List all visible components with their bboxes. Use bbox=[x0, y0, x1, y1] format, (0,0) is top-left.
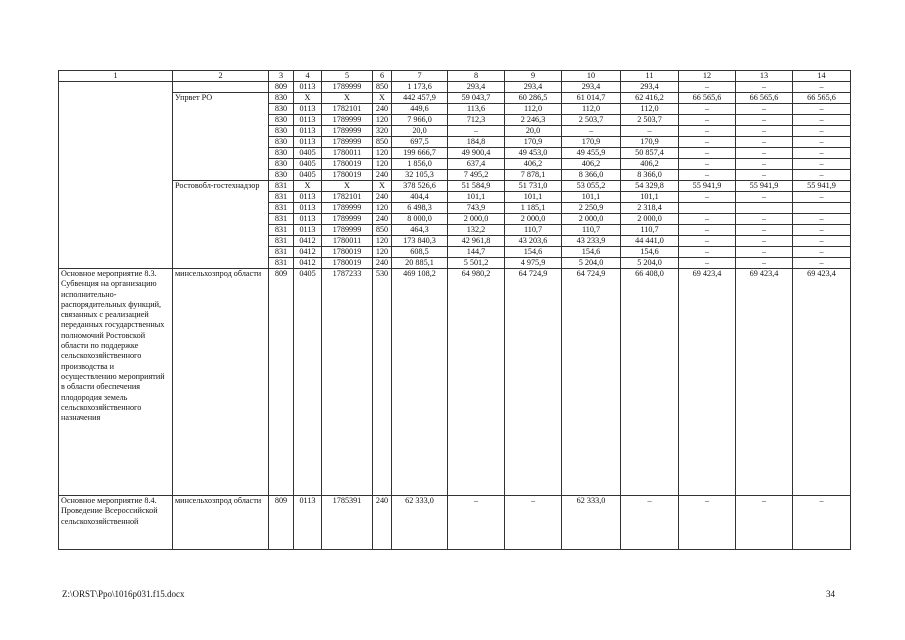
table-cell: 112,0 bbox=[505, 104, 562, 115]
table-cell: – bbox=[736, 137, 793, 148]
table-cell: 1787233 bbox=[322, 269, 373, 496]
table-cell: – bbox=[448, 496, 505, 550]
table-cell: 1789999 bbox=[322, 115, 373, 126]
table-cell: 293,4 bbox=[621, 82, 679, 93]
executor-cell bbox=[173, 82, 269, 93]
table-cell: 240 bbox=[373, 170, 392, 181]
table-cell: 1 173,6 bbox=[392, 82, 448, 93]
table-cell: 697,5 bbox=[392, 137, 448, 148]
table-cell: 7 878,1 bbox=[505, 170, 562, 181]
table-cell: – bbox=[679, 126, 736, 137]
table-cell: 1780019 bbox=[322, 258, 373, 269]
table-cell bbox=[679, 203, 736, 214]
table-cell: – bbox=[736, 225, 793, 236]
table-cell: 62 333,0 bbox=[562, 496, 621, 550]
table-cell: 55 941,9 bbox=[736, 181, 793, 192]
table-cell: 60 286,5 bbox=[505, 93, 562, 104]
table-cell: 61 014,7 bbox=[562, 93, 621, 104]
table-cell: 43 233,9 bbox=[562, 236, 621, 247]
table-cell: – bbox=[793, 126, 851, 137]
table-cell: 831 bbox=[269, 258, 294, 269]
table-cell: 0113 bbox=[294, 225, 322, 236]
table-cell: 2 503,7 bbox=[621, 115, 679, 126]
table-cell: 378 526,6 bbox=[392, 181, 448, 192]
table-cell: – bbox=[793, 82, 851, 93]
table-cell: – bbox=[793, 214, 851, 225]
table-cell: 2 000,0 bbox=[621, 214, 679, 225]
table-cell: 240 bbox=[373, 258, 392, 269]
table-cell: 55 941,9 bbox=[793, 181, 851, 192]
table-cell: 293,4 bbox=[448, 82, 505, 93]
table-cell: 0405 bbox=[294, 170, 322, 181]
table-cell: 809 bbox=[269, 269, 294, 496]
table-cell: – bbox=[793, 137, 851, 148]
column-header: 12 bbox=[679, 71, 736, 82]
table-cell: – bbox=[736, 214, 793, 225]
table-cell: 2 318,4 bbox=[621, 203, 679, 214]
table-cell: 1780011 bbox=[322, 236, 373, 247]
table-cell: 1780011 bbox=[322, 148, 373, 159]
table-cell: – bbox=[679, 148, 736, 159]
table-cell: 113,6 bbox=[448, 104, 505, 115]
table-cell: 831 bbox=[269, 203, 294, 214]
table-row bbox=[59, 93, 851, 104]
table-cell: 404,4 bbox=[392, 192, 448, 203]
table-cell: 0113 bbox=[294, 137, 322, 148]
table-cell: – bbox=[793, 225, 851, 236]
table-cell: 442 457,9 bbox=[392, 93, 448, 104]
table-cell: 1782101 bbox=[322, 104, 373, 115]
table-cell: 0113 bbox=[294, 214, 322, 225]
table-cell: 0412 bbox=[294, 236, 322, 247]
table-cell: – bbox=[793, 170, 851, 181]
table-cell: 530 bbox=[373, 269, 392, 496]
table-cell: – bbox=[736, 115, 793, 126]
table-cell: – bbox=[679, 115, 736, 126]
table-cell: 1789999 bbox=[322, 203, 373, 214]
table-cell: 608,5 bbox=[392, 247, 448, 258]
table-header bbox=[59, 71, 851, 82]
table-cell: – bbox=[679, 247, 736, 258]
column-header: 5 bbox=[322, 71, 373, 82]
table-cell: 51 584,9 bbox=[448, 181, 505, 192]
table-cell: 830 bbox=[269, 115, 294, 126]
table-cell: 55 941,9 bbox=[679, 181, 736, 192]
table-cell: 112,0 bbox=[562, 104, 621, 115]
table-cell: – bbox=[736, 192, 793, 203]
table-cell: 101,1 bbox=[562, 192, 621, 203]
executor-cell: Упрвет РО bbox=[173, 93, 269, 181]
column-header: 13 bbox=[736, 71, 793, 82]
table-cell: – bbox=[679, 82, 736, 93]
table-cell: – bbox=[679, 159, 736, 170]
executor-cell: Ростовобл-гостехнадзор bbox=[173, 181, 269, 269]
table-cell: – bbox=[793, 496, 851, 550]
table-cell: – bbox=[736, 104, 793, 115]
table-cell: 464,3 bbox=[392, 225, 448, 236]
table-cell: 170,9 bbox=[562, 137, 621, 148]
table-cell: – bbox=[793, 236, 851, 247]
executor-cell: минсельхозпрод области bbox=[173, 496, 269, 550]
event-title-cell: Основное мероприятие 8.3. Субвенция на организацию исполнительно-распорядительных функций, связанных с реализацией переданных государственных полномочий Ростовской области по поддержке сельскохозяйственного производства и осуществлению мероприятий в области обеспечения плодородия земель сельскохозяйственного назначения bbox=[59, 269, 173, 496]
table-cell: 830 bbox=[269, 148, 294, 159]
table-cell: – bbox=[793, 159, 851, 170]
table-cell: 831 bbox=[269, 236, 294, 247]
table-cell: – bbox=[621, 496, 679, 550]
table-cell: 293,4 bbox=[562, 82, 621, 93]
table-cell: 154,6 bbox=[505, 247, 562, 258]
table-cell: 449,6 bbox=[392, 104, 448, 115]
table-cell: 1780019 bbox=[322, 247, 373, 258]
table-cell: 406,2 bbox=[505, 159, 562, 170]
table-row bbox=[59, 269, 851, 496]
table-cell: 120 bbox=[373, 203, 392, 214]
table-cell: 830 bbox=[269, 93, 294, 104]
table-cell: 62 333,0 bbox=[392, 496, 448, 550]
table-row bbox=[59, 496, 851, 550]
table-cell: – bbox=[736, 159, 793, 170]
table-cell: – bbox=[679, 496, 736, 550]
table-cell: 44 441,0 bbox=[621, 236, 679, 247]
table-cell: 66 408,0 bbox=[621, 269, 679, 496]
table-cell: 240 bbox=[373, 496, 392, 550]
table-cell: – bbox=[679, 137, 736, 148]
table-cell: 120 bbox=[373, 115, 392, 126]
table-cell: 110,7 bbox=[505, 225, 562, 236]
table-cell: 199 666,7 bbox=[392, 148, 448, 159]
column-header: 10 bbox=[562, 71, 621, 82]
table-cell: 32 105,3 bbox=[392, 170, 448, 181]
table-cell: 406,2 bbox=[621, 159, 679, 170]
table-row bbox=[59, 181, 851, 192]
table-cell: – bbox=[736, 258, 793, 269]
table-cell: 5 204,0 bbox=[621, 258, 679, 269]
table-cell: 0412 bbox=[294, 258, 322, 269]
table-cell: 64 724,9 bbox=[505, 269, 562, 496]
table-cell: 0113 bbox=[294, 203, 322, 214]
column-header: 7 bbox=[392, 71, 448, 82]
table-cell: 850 bbox=[373, 137, 392, 148]
table-cell: 154,6 bbox=[562, 247, 621, 258]
table-cell: 64 724,9 bbox=[562, 269, 621, 496]
table-cell: 0113 bbox=[294, 496, 322, 550]
table-cell: 51 731,0 bbox=[505, 181, 562, 192]
table-cell: 69 423,4 bbox=[736, 269, 793, 496]
table-cell: 0113 bbox=[294, 115, 322, 126]
table-cell: 0113 bbox=[294, 82, 322, 93]
table-cell: 830 bbox=[269, 137, 294, 148]
column-header: 14 bbox=[793, 71, 851, 82]
table-cell: 743,9 bbox=[448, 203, 505, 214]
table-cell: 112,0 bbox=[621, 104, 679, 115]
table-cell: 5 204,0 bbox=[562, 258, 621, 269]
table-cell: 850 bbox=[373, 225, 392, 236]
table-cell: – bbox=[736, 236, 793, 247]
table-cell: – bbox=[562, 126, 621, 137]
table-cell: 831 bbox=[269, 247, 294, 258]
table-cell: – bbox=[736, 170, 793, 181]
table-cell: – bbox=[679, 236, 736, 247]
table-cell: – bbox=[679, 192, 736, 203]
table-cell: 7 495,2 bbox=[448, 170, 505, 181]
event-title-cell: Основное мероприятие 8.4. Проведение Всероссийской сельскохозяйственной bbox=[59, 496, 173, 550]
table-cell: – bbox=[736, 496, 793, 550]
table-cell: 49 453,0 bbox=[505, 148, 562, 159]
table-cell: X bbox=[373, 181, 392, 192]
table-cell: 830 bbox=[269, 170, 294, 181]
table-cell: X bbox=[373, 93, 392, 104]
table-cell: 66 565,6 bbox=[736, 93, 793, 104]
table-cell: 240 bbox=[373, 214, 392, 225]
table-cell: 850 bbox=[373, 82, 392, 93]
table-cell: 66 565,6 bbox=[679, 93, 736, 104]
table-cell: 170,9 bbox=[505, 137, 562, 148]
table-cell: 2 000,0 bbox=[448, 214, 505, 225]
table-cell: 49 900,4 bbox=[448, 148, 505, 159]
budget-table bbox=[58, 70, 851, 550]
column-header: 3 bbox=[269, 71, 294, 82]
table-cell: 712,3 bbox=[448, 115, 505, 126]
table-cell: 2 250,9 bbox=[562, 203, 621, 214]
table-cell: 59 043,7 bbox=[448, 93, 505, 104]
table-cell: – bbox=[793, 148, 851, 159]
table-cell: 64 980,2 bbox=[448, 269, 505, 496]
table-cell: 0412 bbox=[294, 247, 322, 258]
table-cell bbox=[793, 203, 851, 214]
table-cell: X bbox=[322, 181, 373, 192]
table-cell: 49 455,9 bbox=[562, 148, 621, 159]
table-cell: 2 000,0 bbox=[562, 214, 621, 225]
table-cell: – bbox=[679, 170, 736, 181]
table-cell: 2 503,7 bbox=[562, 115, 621, 126]
column-header: 1 bbox=[59, 71, 173, 82]
table-cell: 5 501,2 bbox=[448, 258, 505, 269]
table-cell: – bbox=[793, 192, 851, 203]
table-cell: 1782101 bbox=[322, 192, 373, 203]
table-cell: – bbox=[679, 104, 736, 115]
table-cell: – bbox=[793, 258, 851, 269]
table-cell: 120 bbox=[373, 247, 392, 258]
column-header: 6 bbox=[373, 71, 392, 82]
table-cell: 120 bbox=[373, 148, 392, 159]
table-cell: 184,8 bbox=[448, 137, 505, 148]
table-cell: 1789999 bbox=[322, 214, 373, 225]
table-cell: 170,9 bbox=[621, 137, 679, 148]
table-cell: 8 000,0 bbox=[392, 214, 448, 225]
table-cell: 406,2 bbox=[562, 159, 621, 170]
table-cell: – bbox=[793, 104, 851, 115]
event-cell bbox=[59, 82, 173, 269]
table-cell: 0113 bbox=[294, 126, 322, 137]
table-cell: X bbox=[294, 181, 322, 192]
table-cell: 20,0 bbox=[505, 126, 562, 137]
table-cell: 173 840,3 bbox=[392, 236, 448, 247]
table-cell: 120 bbox=[373, 236, 392, 247]
table-cell: 8 366,0 bbox=[562, 170, 621, 181]
table-cell: – bbox=[793, 247, 851, 258]
table-cell: X bbox=[294, 93, 322, 104]
table-body bbox=[59, 82, 851, 550]
column-header: 9 bbox=[505, 71, 562, 82]
table-cell: 69 423,4 bbox=[679, 269, 736, 496]
table-cell: 830 bbox=[269, 159, 294, 170]
table-cell: 4 975,9 bbox=[505, 258, 562, 269]
table-cell: 154,6 bbox=[621, 247, 679, 258]
table-cell: 1789999 bbox=[322, 137, 373, 148]
table-cell: – bbox=[736, 148, 793, 159]
table-cell: – bbox=[448, 126, 505, 137]
table-cell: – bbox=[679, 214, 736, 225]
table-cell: 69 423,4 bbox=[793, 269, 851, 496]
table-cell: 1780019 bbox=[322, 159, 373, 170]
table-cell: – bbox=[679, 225, 736, 236]
table-cell: 132,2 bbox=[448, 225, 505, 236]
table-cell: 50 857,4 bbox=[621, 148, 679, 159]
column-header: 8 bbox=[448, 71, 505, 82]
table-cell: 42 961,8 bbox=[448, 236, 505, 247]
footer-page-number: 34 bbox=[826, 589, 835, 599]
table-cell: 1 185,1 bbox=[505, 203, 562, 214]
table-cell: 831 bbox=[269, 181, 294, 192]
table-cell: 110,7 bbox=[621, 225, 679, 236]
table-cell: 54 329,8 bbox=[621, 181, 679, 192]
column-header: 11 bbox=[621, 71, 679, 82]
column-header: 2 bbox=[173, 71, 269, 82]
table-row bbox=[59, 82, 851, 93]
table-cell: 0113 bbox=[294, 192, 322, 203]
table-cell: 240 bbox=[373, 104, 392, 115]
table-cell: 809 bbox=[269, 82, 294, 93]
table-cell: 240 bbox=[373, 192, 392, 203]
table-cell: 8 366,0 bbox=[621, 170, 679, 181]
table-cell: 831 bbox=[269, 225, 294, 236]
table-cell: 101,1 bbox=[448, 192, 505, 203]
table-cell: 0405 bbox=[294, 148, 322, 159]
table-cell: – bbox=[736, 126, 793, 137]
table-cell: 2 000,0 bbox=[505, 214, 562, 225]
table-cell: 0405 bbox=[294, 269, 322, 496]
table-cell: 1780019 bbox=[322, 170, 373, 181]
table-cell: – bbox=[736, 247, 793, 258]
table-cell: – bbox=[679, 258, 736, 269]
table-cell: 20,0 bbox=[392, 126, 448, 137]
table-cell: 831 bbox=[269, 214, 294, 225]
table-cell: 831 bbox=[269, 192, 294, 203]
table-cell: 0113 bbox=[294, 104, 322, 115]
table-cell: 1785391 bbox=[322, 496, 373, 550]
table-cell: – bbox=[621, 126, 679, 137]
table-cell: – bbox=[793, 115, 851, 126]
table-cell: 1789999 bbox=[322, 225, 373, 236]
table-cell: 101,1 bbox=[621, 192, 679, 203]
table-cell: 6 498,3 bbox=[392, 203, 448, 214]
table-cell: 20 885,1 bbox=[392, 258, 448, 269]
table-cell: 120 bbox=[373, 159, 392, 170]
table-cell: 53 055,2 bbox=[562, 181, 621, 192]
table-cell: 2 246,3 bbox=[505, 115, 562, 126]
table-cell: 293,4 bbox=[505, 82, 562, 93]
table-cell bbox=[736, 203, 793, 214]
table-cell: 830 bbox=[269, 104, 294, 115]
table-cell: X bbox=[322, 93, 373, 104]
footer-file-path: Z:\ORST\Ppo\1016p031.f15.docx bbox=[62, 589, 185, 599]
table-cell: 809 bbox=[269, 496, 294, 550]
table-cell: 830 bbox=[269, 126, 294, 137]
table-cell: 320 bbox=[373, 126, 392, 137]
table-cell: 62 416,2 bbox=[621, 93, 679, 104]
table-cell: 637,4 bbox=[448, 159, 505, 170]
table-cell: 43 203,6 bbox=[505, 236, 562, 247]
table-cell: – bbox=[505, 496, 562, 550]
table-cell: – bbox=[736, 82, 793, 93]
executor-cell: минсельхозпрод области bbox=[173, 269, 269, 496]
table-cell: 469 108,2 bbox=[392, 269, 448, 496]
table-cell: 101,1 bbox=[505, 192, 562, 203]
table-cell: 1789999 bbox=[322, 82, 373, 93]
table-cell: 7 966,0 bbox=[392, 115, 448, 126]
table-cell: 66 565,6 bbox=[793, 93, 851, 104]
table-cell: 1 856,0 bbox=[392, 159, 448, 170]
table-cell: 0405 bbox=[294, 159, 322, 170]
table-cell: 1789999 bbox=[322, 126, 373, 137]
table-cell: 144,7 bbox=[448, 247, 505, 258]
column-header: 4 bbox=[294, 71, 322, 82]
table-cell: 110,7 bbox=[562, 225, 621, 236]
